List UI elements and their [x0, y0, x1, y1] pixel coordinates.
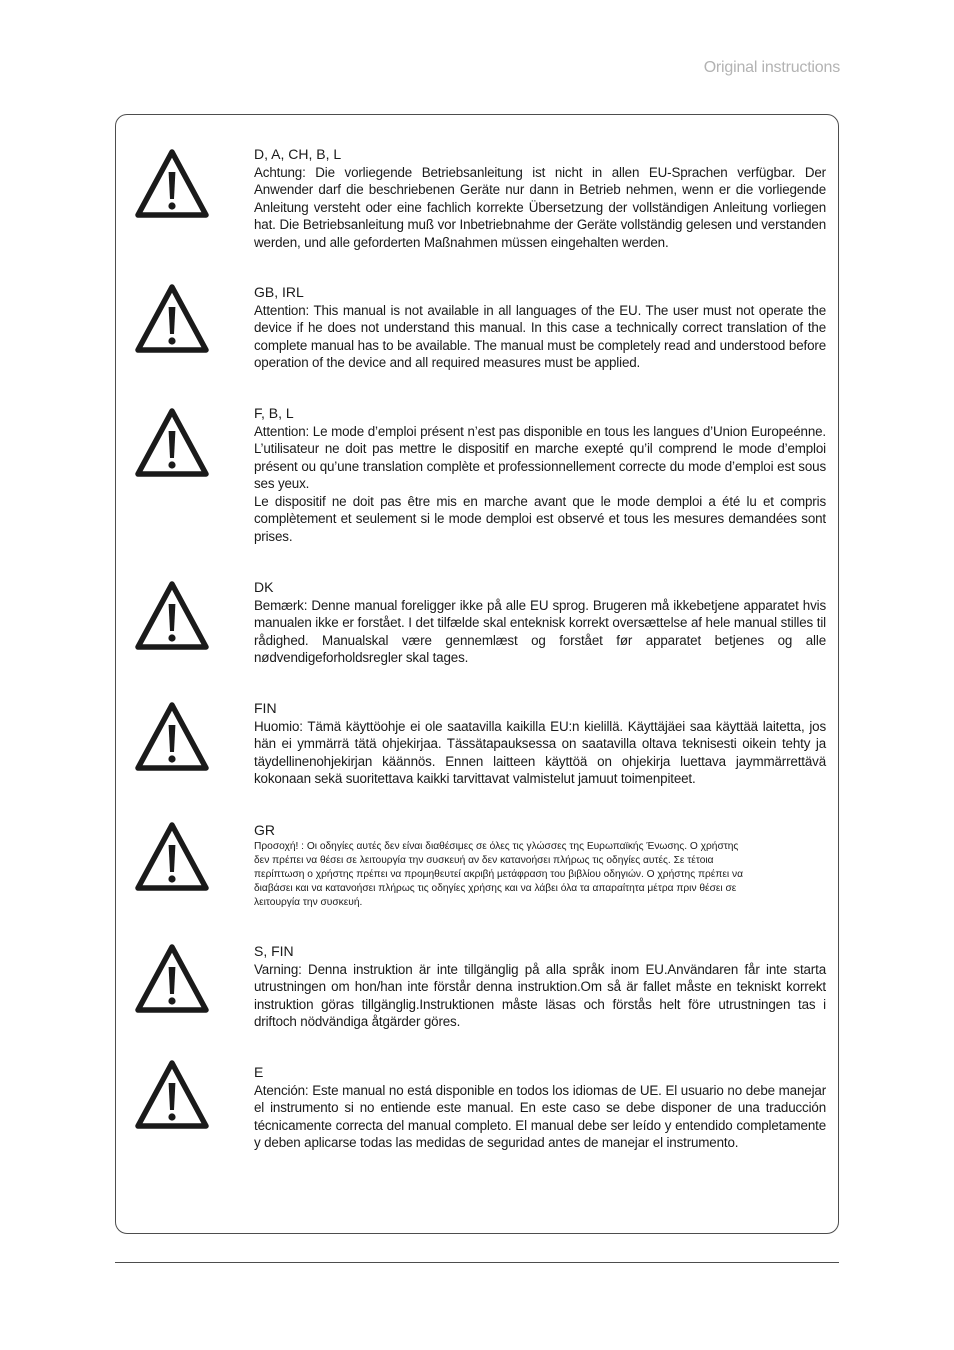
warning-section-se [254, 943, 826, 1031]
warning-section-fi [254, 700, 826, 788]
warning-icon [134, 1056, 210, 1132]
language-code: D, A, CH, B, L [254, 146, 342, 162]
warning-section-dk [254, 579, 826, 667]
warning-text-continued: Le dispositif ne doit pas être mis en marche avant que le mode demploi a été lu et compris complètement et seulement si le mode demploi est observé et tous les mesures demandées sont prises. [254, 493, 826, 544]
language-code: E [254, 1064, 264, 1080]
warning-icon [134, 145, 210, 221]
warning-icon [134, 404, 210, 480]
warning-text: Varning: Denna instruktion är inte tillgänglig på alla språk inom EU.Användaren får inte starta utrustningen om hon/han inte förstår denna instruktion.Om så är fallet måste en tekniskt korrekt instruktion göras tillgänglig.Instruktionen måste läsas och förstås helt före utrustningen tas i driftoch nödvändiga åtgärder göres. [254, 961, 826, 1029]
warning-text: Προσοχή! : Οι οδηγίες αυτές δεν είναι διαθέσιμες σε όλες τις γλώσσες της Ευρωπαϊκής Ένωσης. Ο χρήστης δεν πρέπει να θέσει σε λειτουργία την συσκευή αν δεν κατανοήσει πλήρως τις οδηγίες αυτές. Σε τέτοια περίπτωση ο χρήστης πρέπει να προμηθευτεί ακριβή μετάφραση του βιβλίου οδηγιών. Ο χρήστης πρέπει να διαβάσει και να κατανοήσει πλήρως τις οδηγίες χρήσης και να λάβει όλα τα απαραίτητα μέτρα πριν θέσει σε λειτουργία την συσκευή. [254, 840, 743, 908]
original-instructions-note: Original instructions [703, 59, 840, 76]
language-code: S, FIN [254, 943, 294, 959]
warning-section-en [254, 284, 826, 372]
language-code: FIN [254, 700, 277, 716]
warning-icon [134, 280, 210, 356]
warning-icon [134, 577, 210, 653]
warning-section-fr [254, 405, 826, 545]
warning-text: Attention: This manual is not available in all languages of the EU. The user must not operate the device if he does not understand this manual. In this case a technically correct translation of the complete manual has to be available. The manual must be completely read and understood before operation of the device and all required measures must be applied. [254, 302, 826, 370]
warning-text: Bemærk: Denne manual foreligger ikke på alle EU sprog. Brugeren må ikkebetjene apparatet hvis manualen ikke er forstået. I det tilfælde skal enteknisk korrekt oversættelse af hele manual stilles til rådighed. Manualskal være gennemlæst og forstået før apparatet betjenes og alle nødvendigeforholdsregler skal tages. [254, 597, 826, 665]
warning-section-gr [254, 822, 826, 910]
language-code: F, B, L [254, 405, 294, 421]
warning-section-es [254, 1064, 826, 1152]
footer-rule [115, 1262, 839, 1263]
language-code: DK [254, 579, 274, 595]
warning-icon [134, 940, 210, 1016]
warning-text: Attention: Le mode d’emploi présent n’est pas disponible en tous les langues d’Union Europeénne. L’utilisateur ne doit pas mettre le dispositif en marche exepté qu’il comprend le mode d’emploi présent ou qu’une translation complète et professionnellement correcte du mode d’emploi est sous ses yeux. [254, 423, 826, 491]
warning-text: Atención: Este manual no está disponible en todos los idiomas de UE. El usuario no debe manejar el instrumento si no entiende este manual. En este caso se debe disponer de una traducción técnicamente correcta del manual completo. El manual debe ser leído y entendido completamente y deben aplicarse todas las medidas de seguridad antes de manejar el instrumento. [254, 1082, 826, 1150]
warning-text: Achtung: Die vorliegende Betriebsanleitung ist nicht in allen EU-Sprachen verfügbar. Der Anwender darf die beschriebenen Geräte nur dann in Betrieb nehmen, wenn er die vorliegende Anleitung versteht oder eine fachlich korrekte Übersetzung der vollständigen Anleitung vorliegen hat. Die Betriebsanleitung muß vor Inbetriebnahme der Geräte vollständig gelesen und verstanden werden, und alle geforderten Maßnahmen müssen eingehalten werden. [254, 164, 826, 250]
warning-text: Huomio: Tämä käyttöohje ei ole saatavilla kaikilla EU:n kielillä. Käyttäjäei saa käyttää laitetta, jos hän ei ymmärrä tätä ohjekirjaa. Tässätapauksessa on saatavilla oltava teknisesti oikein tehty ja täydellinenohjekirjan käännös. Ennen laitteen käyttöä on ohjekirja luettava jaymmärrettävä kokonaan sekä suoritettava kaikki tarvittavat valmistelut jamuut toimenpiteet. [254, 718, 826, 786]
warning-section-de [254, 146, 826, 251]
warning-icon [134, 818, 210, 894]
warning-icon [134, 698, 210, 774]
language-code: GR [254, 822, 275, 838]
language-code: GB, IRL [254, 284, 304, 300]
